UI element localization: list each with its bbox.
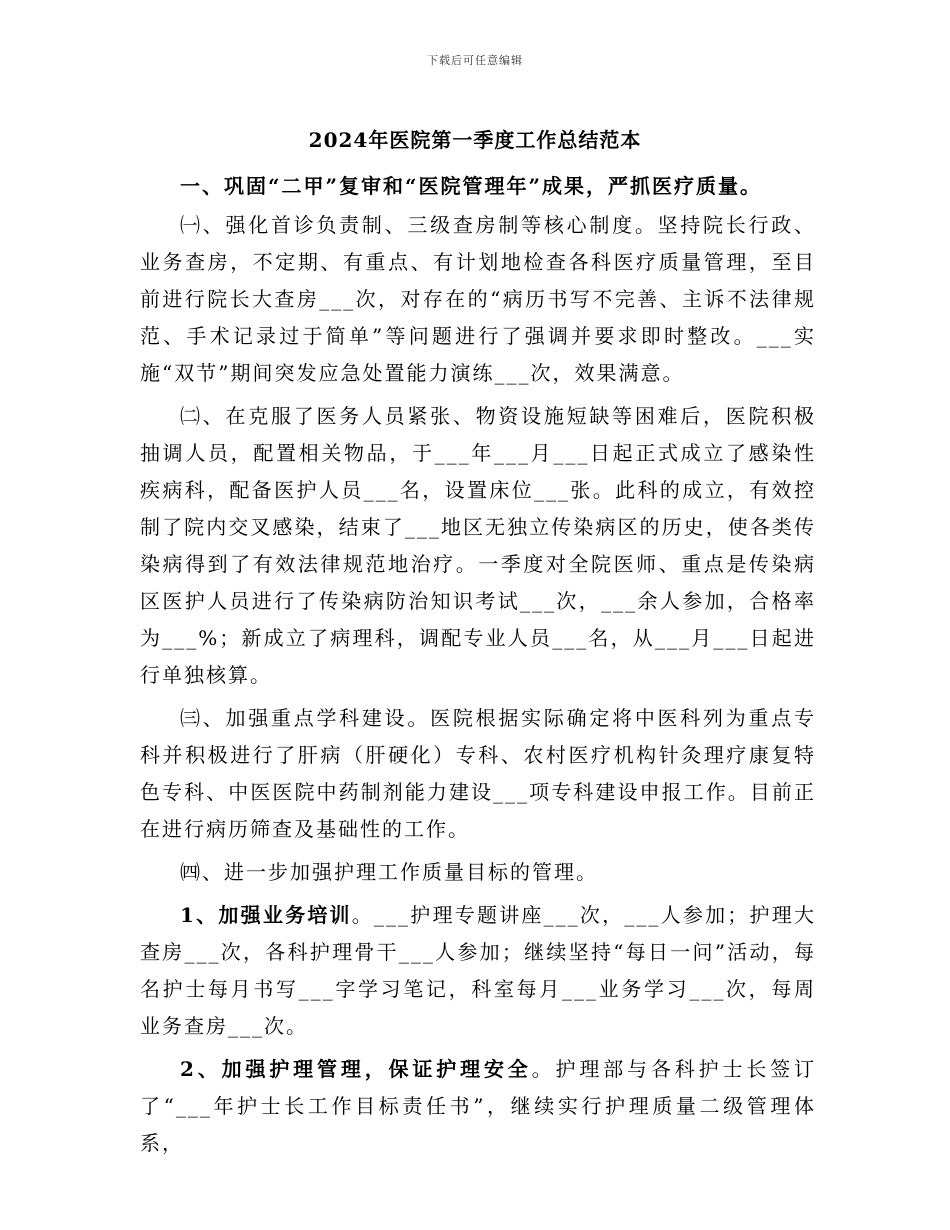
section-heading-1: 一、巩固“二甲”复审和“医院管理年”成果，严抓医疗质量。 (180, 174, 763, 198)
document-title: 2024年医院第一季度工作总结范本 (308, 128, 642, 152)
paragraph-5-text: 。___护理专题讲座___次，___人参加；护理大查房___次，各科护理骨干___人参加；继续坚持“每日一问”活动，每名护士每月书写___字学习笔记，科室每月___业务学习___次，每周业务查房___次。 (140, 903, 817, 1038)
paragraph-6 (140, 1051, 816, 1162)
paragraph-6-text: 。护理部与各科护士长签订了“___年护士长工作目标责任书”，继续实行护理质量二级管理体系， (140, 1057, 816, 1155)
document-body (140, 168, 816, 1168)
paragraph-5-lead: 1、加强业务培训 (180, 903, 352, 927)
paragraph-1: ㈠、强化首诊负责制、三级查房制等核心制度。坚持院长行政、业务查房，不定期、有重点、有计划地检查各科医疗质量管理，至目前进行院长大查房___次，对存在的“病历书写不完善、主诉不法律规范、手术记录过于简单”等问题进行了强调并要求即时整改。___实施“双节”期间突发应急处置能力演练___次，效果满意。 (140, 213, 816, 385)
paragraph-3: ㈢、加强重点学科建设。医院根据实际确定将中医科列为重点专科并积极进行了肝病（肝硬化）专科、农村医疗机构针灸理疗康复特色专科、中医医院中药制剂能力建设___项专科建设申报工作。目前正在进行病历筛查及基础性的工作。 (140, 706, 816, 841)
paragraph-6-lead: 2、加强护理管理，保证护理安全 (180, 1057, 532, 1081)
paragraph-2: ㈡、在克服了医务人员紧张、物资设施短缺等困难后，医院积极抽调人员，配置相关物品，于___年___月___日起正式成立了感染性疾病科，配备医护人员___名，设置床位___张。此科的成立，有效控制了院内交叉感染，结束了___地区无独立传染病区的历史，使各类传染病得到了有效法律规范地治疗。一季度对全院医师、重点是传染病区医护人员进行了传染病防治知识考试___次，___余人参加，合格率为___%；新成立了病理科，调配专业人员___名，从___月___日起进行单独核算。 (140, 404, 816, 687)
header-note: 下载后可任意编辑 (427, 54, 523, 67)
paragraph-4: ㈣、进一步加强护理工作质量目标的管理。 (180, 860, 598, 884)
paragraph-5 (140, 897, 816, 1045)
